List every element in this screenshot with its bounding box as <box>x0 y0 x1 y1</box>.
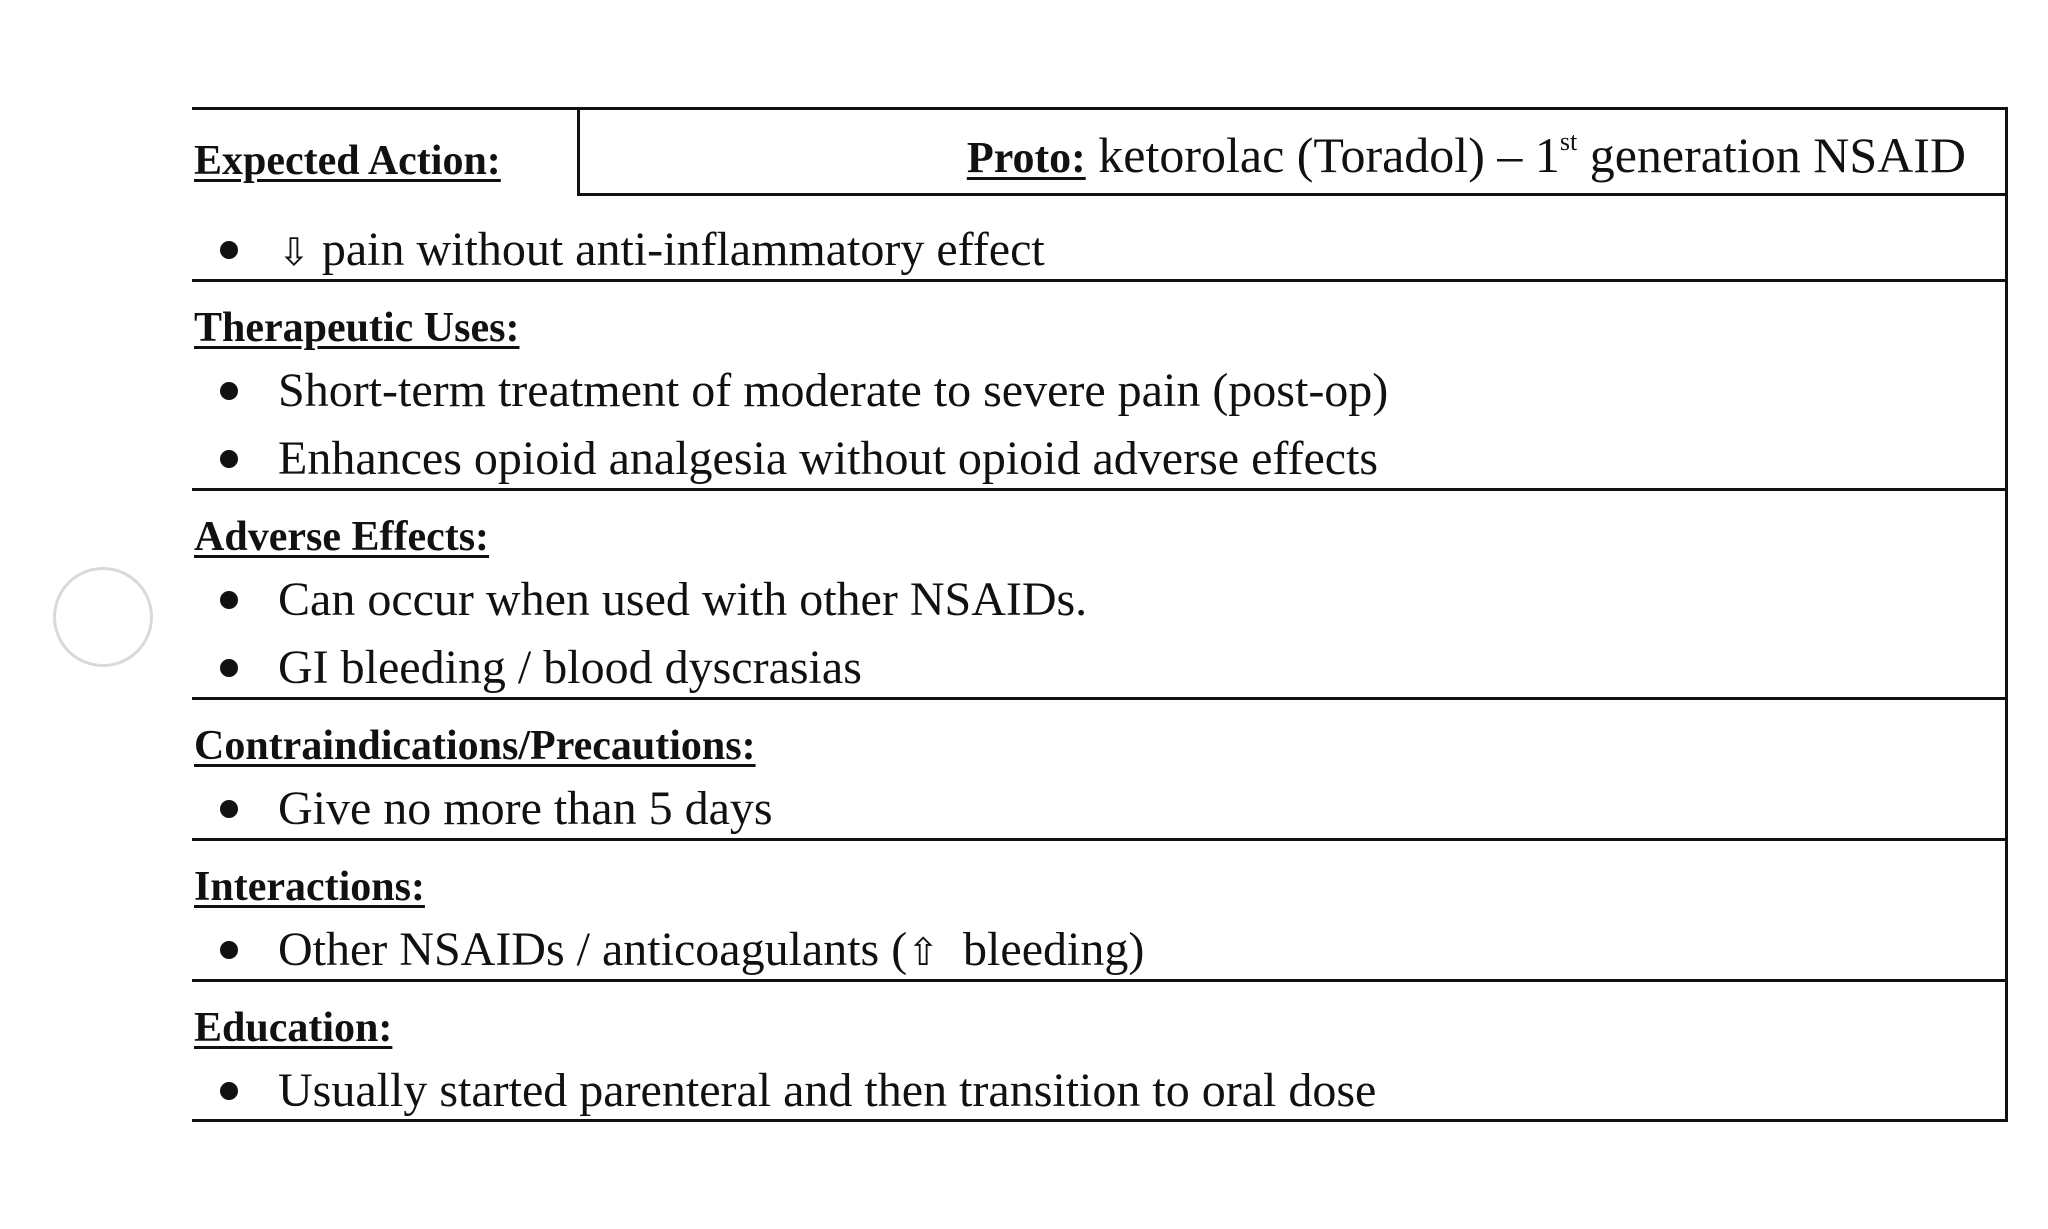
adverse-effects-heading: Adverse Effects: <box>194 514 490 560</box>
proto-box <box>966 127 1966 183</box>
contraindications-item <box>220 782 773 835</box>
drug-card <box>192 107 2008 1122</box>
proto-box-left-border <box>577 107 580 196</box>
education-heading: Education: <box>194 1005 393 1051</box>
therapeutic-uses-text: Short-term treatment of moderate to severe pain (post-op) <box>278 364 1389 417</box>
contraindications-heading: Contraindications/Precautions: <box>194 723 756 769</box>
bullet-dot <box>220 659 238 677</box>
up-arrow-icon: ⇧ <box>907 930 940 974</box>
section-divider <box>192 488 2008 491</box>
floating-circle-button[interactable] <box>53 567 153 667</box>
interactions-heading: Interactions: <box>194 864 425 910</box>
bullet-dot <box>220 241 238 259</box>
section-divider <box>192 279 2008 282</box>
bullet-dot <box>220 941 238 959</box>
top-border <box>192 107 2008 110</box>
therapeutic-uses-item <box>220 364 1389 417</box>
bottom-border <box>192 1119 2008 1122</box>
bullet-dot <box>220 1082 238 1100</box>
down-arrow-icon: ⇩ <box>278 230 310 274</box>
interactions-text-a: Other NSAIDs / anticoagulants ( <box>278 923 908 976</box>
bullet-dot <box>220 591 238 609</box>
interactions-item <box>220 923 1145 976</box>
therapeutic-uses-text: Enhances opioid analgesia without opioid adverse effects <box>278 432 1379 485</box>
proto-text-b: generation NSAID <box>1577 127 1966 183</box>
section-divider <box>192 979 2008 982</box>
proto-box-bottom-border <box>577 193 2008 196</box>
proto-text-a: ketorolac (Toradol) – 1 <box>1085 127 1560 183</box>
contraindications-text: Give no more than 5 days <box>278 782 773 835</box>
proto-superscript: st <box>1559 127 1578 156</box>
therapeutic-uses-heading: Therapeutic Uses: <box>194 305 520 351</box>
adverse-effects-text: Can occur when used with other NSAIDs. <box>278 573 1088 626</box>
adverse-effects-item <box>220 573 1088 626</box>
interactions-text-b: bleeding) <box>939 923 1145 976</box>
therapeutic-uses-item <box>220 432 1379 485</box>
section-divider <box>192 838 2008 841</box>
section-divider <box>192 697 2008 700</box>
education-text: Usually started parenteral and then transition to oral dose <box>278 1064 1377 1117</box>
expected-action-item <box>220 223 1045 276</box>
education-item <box>220 1064 1377 1117</box>
adverse-effects-text: GI bleeding / blood dyscrasias <box>278 641 862 694</box>
proto-label: Proto: <box>966 133 1086 182</box>
expected-action-heading: Expected Action: <box>194 138 501 184</box>
bullet-dot <box>220 800 238 818</box>
bullet-dot <box>220 450 238 468</box>
bullet-dot <box>220 382 238 400</box>
right-border <box>2005 107 2008 1122</box>
adverse-effects-item <box>220 641 862 694</box>
expected-action-text: pain without anti-inflammatory effect <box>309 223 1045 276</box>
